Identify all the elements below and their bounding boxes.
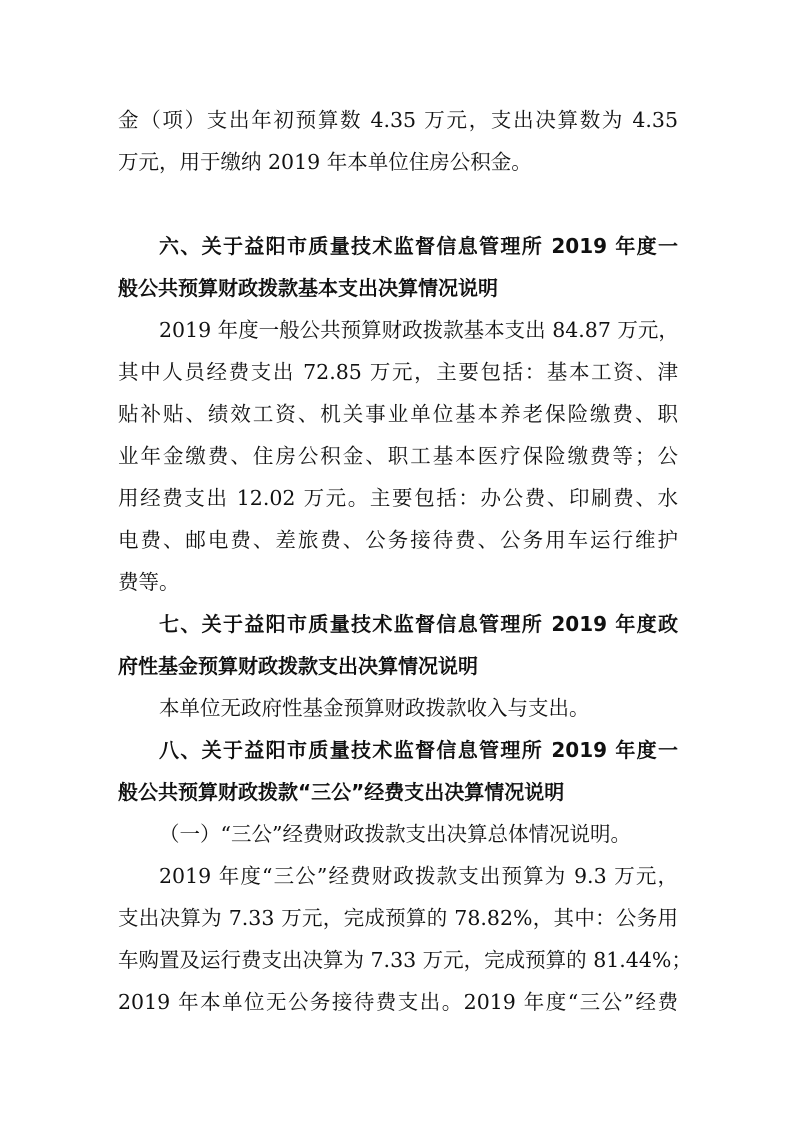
section6-body-line-3: 贴补贴、绩效工资、机关事业单位基本养老保险缴费、职 [118, 402, 678, 426]
section8-heading-line-2: 般公共预算财政拨款“三公”经费支出决算情况说明 [118, 780, 565, 804]
section7-body-line-1: 本单位无政府性基金预算财政拨款收入与支出。 [159, 696, 590, 720]
section6-body-line-6: 电费、邮电费、差旅费、公务接待费、公务用车运行维护 [118, 528, 678, 552]
section8-body-line-2: 支出决算为 7.33 万元，完成预算的 78.82%，其中：公务用 [118, 906, 678, 930]
section6-body-line-1: 2019 年度一般公共预算财政拨款基本支出 84.87 万元， [159, 318, 679, 342]
section8-subheading: （一）“三公”经费财政拨款支出决算总体情况说明。 [159, 822, 631, 846]
intro-line-1: 金（项）支出年初预算数 4.35 万元，支出决算数为 4.35 [118, 108, 678, 132]
section6-heading-line-2: 般公共预算财政拨款基本支出决算情况说明 [118, 276, 498, 300]
section6-body-line-7: 费等。 [118, 570, 180, 594]
section8-body-line-4: 2019 年本单位无公务接待费支出。2019 年度“三公”经费 [118, 990, 678, 1014]
section8-body-line-1: 2019 年度“三公”经费财政拨款支出预算为 9.3 万元， [159, 864, 678, 888]
section6-body-line-5: 用经费支出 12.02 万元。主要包括：办公费、印刷费、水 [118, 486, 678, 510]
section6-heading-line-1: 六、关于益阳市质量技术监督信息管理所 2019 年度一 [159, 234, 678, 258]
section6-body-line-4: 业年金缴费、住房公积金、职工基本医疗保险缴费等；公 [118, 444, 678, 468]
section7-heading-line-1: 七、关于益阳市质量技术监督信息管理所 2019 年度政 [159, 612, 678, 636]
section7-heading-line-2: 府性基金预算财政拨款支出决算情况说明 [118, 654, 478, 678]
section6-body-line-2: 其中人员经费支出 72.85 万元，主要包括：基本工资、津 [118, 360, 678, 384]
section8-heading-line-1: 八、关于益阳市质量技术监督信息管理所 2019 年度一 [159, 738, 678, 762]
section8-body-line-3: 车购置及运行费支出决算为 7.33 万元，完成预算的 81.44%； [118, 948, 692, 972]
intro-line-2: 万元，用于缴纳 2019 年本单位住房公积金。 [118, 150, 532, 174]
